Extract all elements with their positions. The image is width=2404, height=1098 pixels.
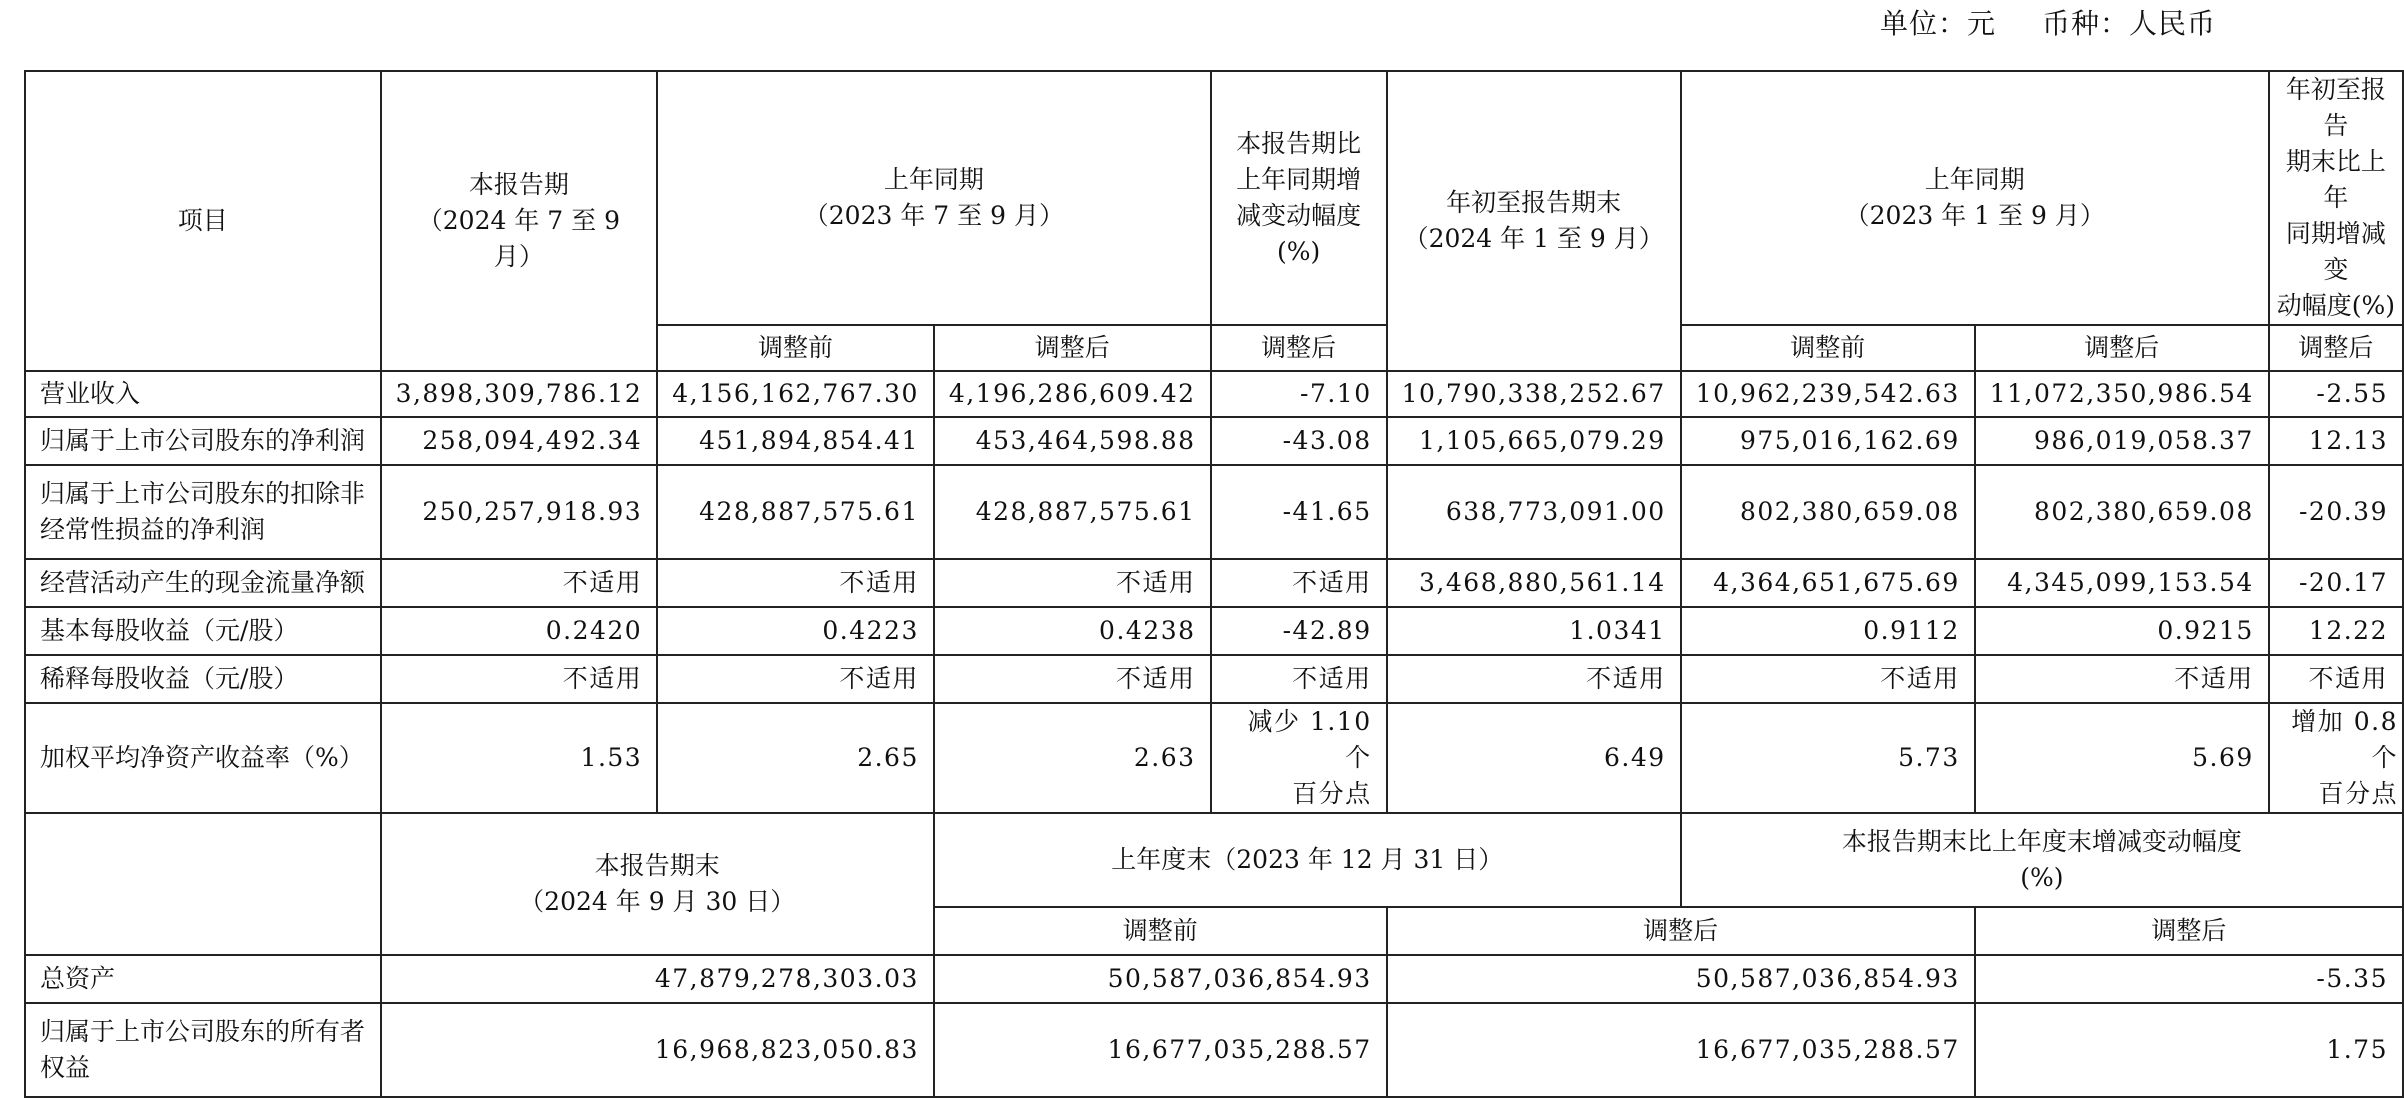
prior-ytd-after-value [1975, 703, 2269, 813]
prior-ytd-after-value-text: 不适用 [2174, 664, 2254, 693]
prior-before-value-text: 451,894,854.41 [699, 426, 919, 455]
row-label [25, 703, 381, 813]
row-label-text: 稀释每股收益（元/股） [40, 664, 299, 693]
balance-subheader-change: 调整后 [1975, 907, 2403, 955]
ytd-change-value [2269, 703, 2403, 813]
row-label [25, 371, 381, 417]
current-period-value [381, 655, 658, 703]
prior-ytd-before-value [1681, 607, 1975, 655]
table-row [25, 655, 2403, 703]
ytd-value [1387, 371, 1681, 417]
balance-change-value-text: 1.75 [2326, 1035, 2388, 1064]
prior-after-value-text: 不适用 [1116, 568, 1196, 597]
prior-before-value-text: 4,156,162,767.30 [672, 379, 919, 408]
current-period-value [381, 371, 658, 417]
prior-ytd-before-value [1681, 703, 1975, 813]
prior-after-value-text: 4,196,286,609.42 [948, 379, 1196, 408]
prior-ytd-after-value [1975, 559, 2269, 607]
row-label [25, 655, 381, 703]
prior-before-value [657, 703, 934, 813]
row-label-text: 基本每股收益（元/股） [40, 616, 299, 645]
header-ytd: 年初至报告期末 （2024 年 1 至 9 月） [1387, 71, 1681, 371]
change-value-text: 不适用 [1292, 664, 1372, 693]
prior-after-value [934, 655, 1211, 703]
row-label-text: 加权平均净资产收益率（%） [40, 743, 364, 772]
ytd-value-text: 3,468,880,561.14 [1419, 568, 1666, 597]
ytd-change-value-text: 12.22 [2308, 616, 2388, 645]
balance-row-label [25, 1003, 381, 1097]
prior-ytd-before-value-text: 不适用 [1880, 664, 1960, 693]
balance-subheader-before: 调整前 [934, 907, 1387, 955]
unit-currency-line [1880, 4, 2216, 44]
balance-change-value [1975, 955, 2403, 1003]
balance-header-change: 本报告期末比上年度末增减变动幅度 (%) [1681, 813, 2403, 907]
header-row [25, 71, 2403, 325]
ytd-change-value-text: 不适用 [2308, 664, 2388, 693]
prior-ytd-after-value [1975, 371, 2269, 417]
prior-ytd-after-value [1975, 417, 2269, 465]
prior-after-value [934, 371, 1211, 417]
current-period-value-text: 3,898,309,786.12 [395, 379, 643, 408]
balance-row [25, 955, 2403, 1003]
change-value [1211, 607, 1387, 655]
prior-ytd-before-value-text: 975,016,162.69 [1739, 426, 1960, 455]
row-label [25, 607, 381, 655]
ytd-value-text: 不适用 [1586, 664, 1666, 693]
balance-change-value-text: -5.35 [2316, 964, 2388, 993]
balance-header-prior-year-end: 上年度末（2023 年 12 月 31 日） [934, 813, 1681, 907]
row-label-text: 归属于上市公司股东的扣除非 [40, 479, 366, 508]
current-period-value-text: 258,094,492.34 [422, 426, 643, 455]
balance-row-label-text: 归属于上市公司股东的所有者 [40, 1017, 366, 1046]
prior-before-value [657, 655, 934, 703]
ytd-change-value-text: 百分点 [2318, 779, 2398, 808]
header-current-period: 本报告期 （2024 年 7 至 9 月） [381, 71, 658, 371]
ytd-value-text: 1.0341 [1569, 616, 1666, 645]
row-label-text: 归属于上市公司股东的净利润 [40, 426, 366, 455]
ytd-change-value [2269, 417, 2403, 465]
prior-ytd-after-value [1975, 607, 2269, 655]
row-label-text: 经常性损益的净利润 [40, 515, 266, 544]
row-label [25, 417, 381, 465]
prior-year-end-before-value-text: 50,587,036,854.93 [1107, 964, 1372, 993]
ytd-value-text: 638,773,091.00 [1445, 497, 1666, 526]
prior-ytd-after-value [1975, 465, 2269, 559]
ytd-value [1387, 703, 1681, 813]
ytd-value-text: 6.49 [1604, 743, 1666, 772]
ytd-change-value [2269, 371, 2403, 417]
table-row [25, 607, 2403, 655]
prior-before-value [657, 465, 934, 559]
current-period-value [381, 559, 658, 607]
period-end-value [381, 955, 934, 1003]
prior-ytd-before-value [1681, 371, 1975, 417]
current-period-value [381, 703, 658, 813]
prior-before-value-text: 不适用 [839, 664, 919, 693]
prior-before-value [657, 559, 934, 607]
prior-ytd-after-value-text: 0.9215 [2157, 616, 2254, 645]
prior-after-value-text: 不适用 [1116, 664, 1196, 693]
change-value-text: -7.10 [1300, 379, 1372, 408]
change-value-text: -42.89 [1282, 616, 1372, 645]
ytd-value [1387, 417, 1681, 465]
change-value-text: -41.65 [1282, 497, 1372, 526]
ytd-change-value-text: -2.55 [2316, 379, 2388, 408]
prior-before-value-text: 不适用 [839, 568, 919, 597]
prior-year-end-before-value-text: 16,677,035,288.57 [1107, 1035, 1372, 1064]
change-value [1211, 559, 1387, 607]
prior-ytd-after-value [1975, 655, 2269, 703]
prior-year-end-after-value-text: 50,587,036,854.93 [1695, 964, 1960, 993]
balance-row-label-text: 权益 [40, 1053, 91, 1082]
prior-ytd-after-value-text: 4,345,099,153.54 [2007, 568, 2254, 597]
period-end-value [381, 1003, 934, 1097]
prior-ytd-before-value-text: 4,364,651,675.69 [1713, 568, 1960, 597]
prior-after-value [934, 703, 1211, 813]
prior-after-value-text: 453,464,598.88 [975, 426, 1196, 455]
prior-ytd-after-value-text: 802,380,659.08 [2034, 497, 2254, 526]
header-change: 本报告期比 上年同期增 减变动幅度 (%) [1211, 71, 1387, 325]
ytd-value [1387, 655, 1681, 703]
change-value [1211, 465, 1387, 559]
prior-after-value-text: 428,887,575.61 [975, 497, 1196, 526]
prior-ytd-before-value-text: 802,380,659.08 [1739, 497, 1960, 526]
current-period-value [381, 607, 658, 655]
prior-ytd-before-value [1681, 559, 1975, 607]
ytd-change-value [2269, 465, 2403, 559]
subheader-ytd-change-after: 调整后 [2269, 325, 2403, 371]
prior-before-value [657, 371, 934, 417]
change-value-text: 减少 1.10 个 [1247, 707, 1372, 772]
change-value [1211, 371, 1387, 417]
period-end-value-text: 47,879,278,303.03 [654, 964, 919, 993]
prior-after-value [934, 607, 1211, 655]
ytd-value [1387, 607, 1681, 655]
balance-row [25, 1003, 2403, 1097]
ytd-change-value-text: -20.17 [2298, 568, 2388, 597]
balance-header-blank [25, 813, 381, 955]
prior-after-value-text: 2.63 [1133, 743, 1196, 772]
prior-before-value-text: 2.65 [857, 743, 919, 772]
table-row [25, 465, 2403, 559]
prior-ytd-after-value-text: 11,072,350,986.54 [1989, 379, 2254, 408]
current-period-value-text: 不适用 [562, 568, 643, 597]
header-item: 项目 [25, 71, 381, 371]
table-row [25, 559, 2403, 607]
ytd-change-value-text: -20.39 [2298, 497, 2388, 526]
prior-year-end-before-value [934, 955, 1387, 1003]
period-end-value-text: 16,968,823,050.83 [654, 1035, 919, 1064]
subheader-change-after: 调整后 [1211, 325, 1387, 371]
row-label [25, 559, 381, 607]
change-value [1211, 417, 1387, 465]
prior-before-value-text: 0.4223 [822, 616, 919, 645]
prior-year-end-after-value [1387, 955, 1975, 1003]
ytd-change-value [2269, 559, 2403, 607]
prior-ytd-after-value-text: 986,019,058.37 [2034, 426, 2254, 455]
currency-label: 币种：人民币 [2042, 7, 2217, 40]
balance-header-period-end: 本报告期末 （2024 年 9 月 30 日） [381, 813, 934, 955]
prior-ytd-before-value [1681, 417, 1975, 465]
prior-ytd-before-value [1681, 655, 1975, 703]
header-prior-ytd: 上年同期 （2023 年 1 至 9 月） [1681, 71, 2269, 325]
prior-ytd-before-value-text: 10,962,239,542.63 [1695, 379, 1960, 408]
current-period-value-text: 0.2420 [545, 616, 643, 645]
change-value [1211, 703, 1387, 813]
prior-after-value [934, 465, 1211, 559]
header-prior-period: 上年同期 （2023 年 7 至 9 月） [657, 71, 1210, 325]
table-row [25, 417, 2403, 465]
prior-year-end-after-value [1387, 1003, 1975, 1097]
change-value-text: 不适用 [1292, 568, 1372, 597]
subheader-prior-ytd-after: 调整后 [1975, 325, 2269, 371]
prior-year-end-after-value-text: 16,677,035,288.57 [1695, 1035, 1960, 1064]
ytd-value-text: 10,790,338,252.67 [1401, 379, 1666, 408]
ytd-change-value-text: 12.13 [2308, 426, 2388, 455]
subheader-prior-after: 调整后 [934, 325, 1211, 371]
change-value-text: -43.08 [1282, 426, 1372, 455]
balance-row-label [25, 955, 381, 1003]
current-period-value [381, 417, 658, 465]
header-ytd-change: 年初至报告 期末比上年 同期增减变 动幅度(%) [2269, 71, 2403, 325]
unit-label: 单位：元 [1880, 7, 1997, 40]
balance-change-value [1975, 1003, 2403, 1097]
subheader-prior-before: 调整前 [657, 325, 934, 371]
prior-after-value [934, 559, 1211, 607]
balance-row-label-text: 总资产 [40, 964, 116, 993]
prior-before-value [657, 607, 934, 655]
current-period-value-text: 不适用 [562, 664, 643, 693]
prior-ytd-before-value-text: 0.9112 [1863, 616, 1960, 645]
ytd-change-value [2269, 655, 2403, 703]
prior-year-end-before-value [934, 1003, 1387, 1097]
prior-ytd-before-value-text: 5.73 [1898, 743, 1960, 772]
prior-before-value [657, 417, 934, 465]
row-label [25, 465, 381, 559]
change-value-text: 百分点 [1292, 779, 1372, 808]
ytd-value [1387, 559, 1681, 607]
prior-ytd-after-value-text: 5.69 [2192, 743, 2254, 772]
ytd-change-value [2269, 607, 2403, 655]
current-period-value-text: 1.53 [580, 743, 643, 772]
table-row [25, 703, 2403, 813]
prior-after-value-text: 0.4238 [1099, 616, 1196, 645]
current-period-value [381, 465, 658, 559]
ytd-change-value-text: 增加 0.8 个 [2291, 707, 2398, 772]
financial-data-table [24, 70, 2404, 1098]
row-label-text: 营业收入 [40, 379, 141, 408]
change-value [1211, 655, 1387, 703]
ytd-value-text: 1,105,665,079.29 [1419, 426, 1666, 455]
balance-header-row [25, 813, 2403, 907]
subheader-prior-ytd-before: 调整前 [1681, 325, 1975, 371]
current-period-value-text: 250,257,918.93 [422, 497, 643, 526]
balance-subheader-after: 调整后 [1387, 907, 1975, 955]
prior-ytd-before-value [1681, 465, 1975, 559]
ytd-value [1387, 465, 1681, 559]
prior-after-value [934, 417, 1211, 465]
prior-before-value-text: 428,887,575.61 [699, 497, 919, 526]
table-row [25, 371, 2403, 417]
row-label-text: 经营活动产生的现金流量净额 [40, 568, 366, 597]
